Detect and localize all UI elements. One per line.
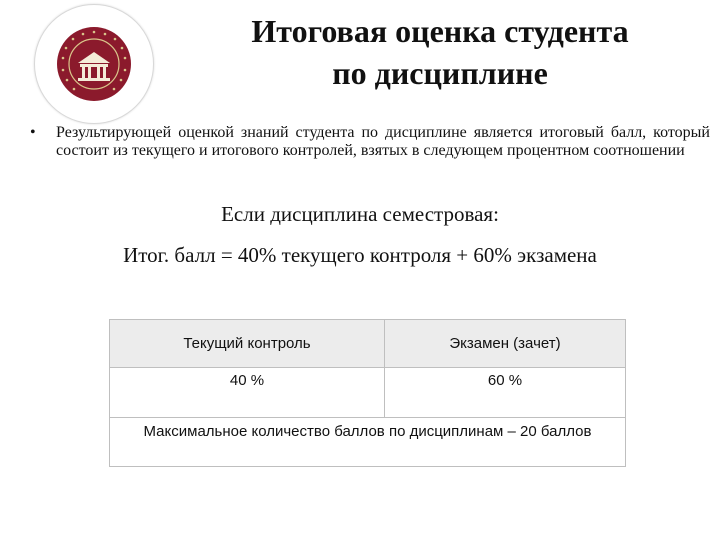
value-current-control: 40 %	[110, 368, 385, 418]
title-line-2: по дисциплине	[332, 55, 548, 91]
grade-table	[109, 319, 626, 467]
header-current-control: Текущий контроль	[110, 320, 385, 368]
title-line-1: Итоговая оценка студента	[251, 13, 629, 49]
university-seal-icon	[35, 5, 153, 123]
bullet-marker: •	[30, 124, 36, 141]
table-footer-note: Максимальное количество баллов по дисциплинам – 20 баллов	[110, 418, 626, 467]
table-row	[110, 368, 626, 418]
table-header-row	[110, 320, 626, 368]
table-footer-row	[110, 418, 626, 467]
bullet-text: Результирующей оценкой знаний студента по дисциплине является итоговый балл, который состоит из текущего и итогового контролей, взятых в следующем процентном соотношении	[56, 124, 710, 159]
page-title	[200, 10, 680, 94]
bullet-item	[30, 124, 710, 160]
value-exam: 60 %	[384, 368, 625, 418]
subheading: Если дисциплина семестровая:	[221, 202, 499, 226]
university-logo	[34, 4, 154, 124]
header-exam: Экзамен (зачет)	[384, 320, 625, 368]
formula: Итог. балл = 40% текущего контроля + 60% экзамена	[123, 243, 597, 267]
